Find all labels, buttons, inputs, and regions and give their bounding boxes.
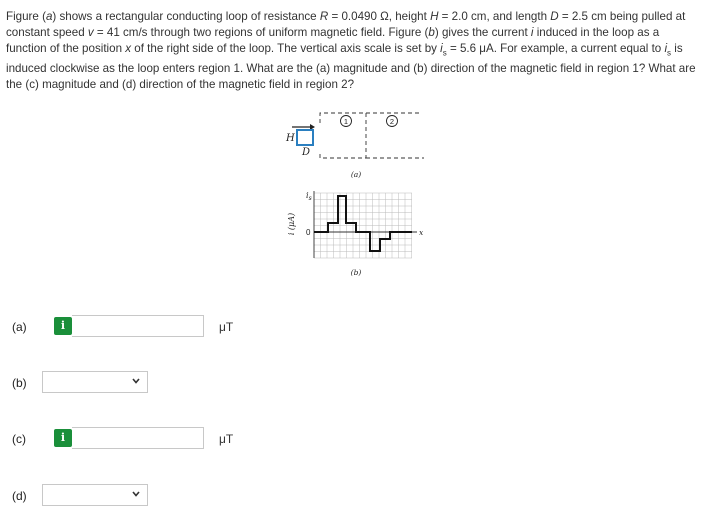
problem-line-5: the (c) magnitude and (d) direction of the magnetic field in region 2? (6, 77, 355, 91)
region-2-label: 2 (389, 117, 395, 126)
conducting-loop (297, 130, 313, 145)
problem-line-3: function of the position x of the right side of the loop. The vertical axis scale is set by $i_s = 5.6$ μA. For example, a current equal to $i_s$ is (6, 41, 683, 58)
answer-c-input[interactable] (72, 427, 204, 449)
answer-row-c (0, 427, 705, 453)
y-zero-label: 0 (306, 228, 311, 237)
unit-c: μT (219, 432, 234, 446)
answer-label-b: (b) (12, 376, 27, 390)
info-icon[interactable]: i (54, 317, 72, 335)
problem-statement (6, 9, 701, 93)
problem-line-4: induced clockwise as the loop enters region 1. What are the (a) magnitude and (b) direction of the magnetic field in region 1? What are (6, 62, 696, 76)
chevron-down-icon (131, 376, 141, 386)
label-H: H (286, 133, 295, 144)
figure-svg (272, 108, 442, 280)
figure-a (285, 113, 424, 179)
caption-a: (a) (350, 170, 362, 179)
problem-line-2: constant speed v = 41 cm/s through two regions of uniform magnetic field. Figure (b) gives the current i induced in the loop as a (6, 25, 660, 39)
answer-row-a (0, 315, 705, 341)
answer-row-d (0, 484, 705, 510)
label-D: D (302, 147, 311, 158)
answer-row-b (0, 371, 705, 397)
y-top-label: $i_s$ (306, 191, 312, 202)
answer-label-a: (a) (12, 320, 27, 334)
y-axis-title: i (μA) (287, 212, 296, 236)
answer-label-d: (d) (12, 489, 27, 503)
info-icon[interactable]: i (54, 429, 72, 447)
x-axis-label: x (419, 228, 424, 237)
answer-d-select[interactable] (42, 484, 148, 506)
answer-label-c: (c) (12, 432, 26, 446)
problem-line-1: Figure (a) shows a rectangular conducting loop of resistance R = 0.0490 Ω, height H = 2.0 cm, and length D = 2.5 cm being pulled at (6, 10, 686, 23)
unit-a: μT (219, 320, 234, 334)
problem-figure (272, 108, 442, 280)
region-1-label: 1 (343, 117, 349, 126)
current-curve (314, 196, 412, 251)
caption-b: (b) (350, 268, 362, 277)
figure-b (287, 191, 424, 277)
chevron-down-icon (131, 489, 141, 499)
answer-b-select[interactable] (42, 371, 148, 393)
answer-a-input[interactable] (72, 315, 204, 337)
